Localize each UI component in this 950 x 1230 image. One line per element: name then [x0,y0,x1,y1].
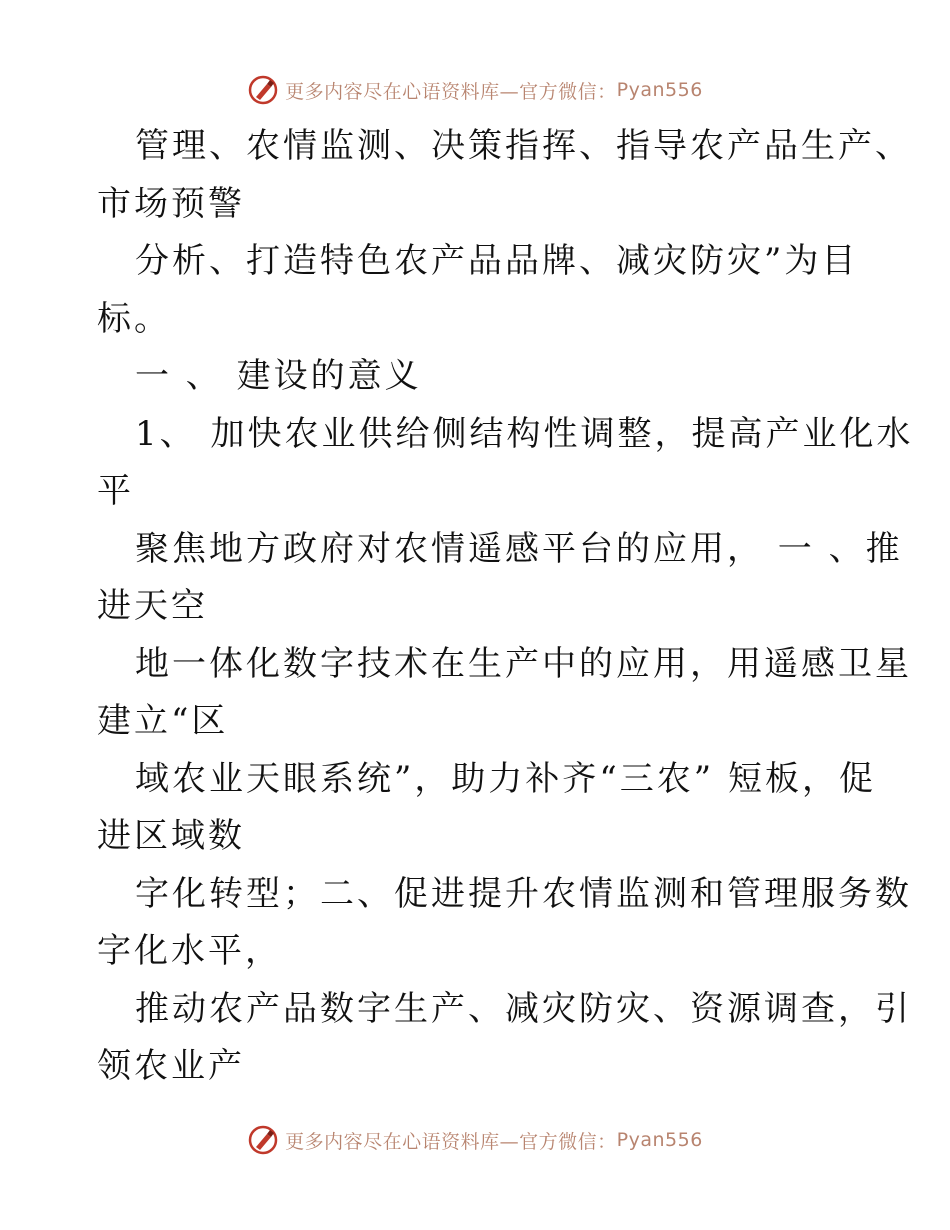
subsection-heading: 1、 加快农业供给侧结构性调整，提高产业化水 [135,413,914,454]
text-line: 地一体化数字技术在生产中的应用，用遥感卫星 [135,643,912,684]
watermark-contact: Pyan556 [616,79,703,101]
section-heading: 一 、 建设的意义 [135,356,422,396]
text-line: 平 [97,471,134,511]
pen-circle-logo-icon [247,1124,279,1156]
document-body [97,118,914,1096]
watermark-text: 更多内容尽在心语资料库—官方微信： [285,1130,617,1153]
text-line: 管理、农情监测、决策指挥、指导农产品生产、 [135,126,912,166]
text-line: 市场预警 [97,183,245,224]
text-line: 聚焦地方政府对农情遥感平台的应用， 一 、推 [135,528,903,569]
text-line: 领农业产 [97,1046,245,1086]
watermark-contact: Pyan556 [616,1129,703,1151]
pen-circle-logo-icon [247,74,279,106]
footer-watermark [0,1120,950,1160]
text-line: 字化水平， [97,931,282,971]
header-watermark [0,70,950,110]
watermark-text: 更多内容尽在心语资料库—官方微信： [285,80,617,103]
text-line: 字化转型；二、促进提升农情监测和管理服务数 [135,873,912,914]
text-line: 推动农产品数字生产、减灾防灾、资源调查，引 [135,988,912,1029]
text-line: 建立“区 [97,701,229,741]
text-line: 标。 [97,298,171,339]
text-line: 进区域数 [97,816,245,856]
text-line: 分析、打造特色农产品品牌、减灾防灾”为目 [135,241,859,281]
text-line: 进天空 [97,586,208,626]
text-line: 域农业天眼系统”，助力补齐“三农” 短板，促 [135,758,876,799]
